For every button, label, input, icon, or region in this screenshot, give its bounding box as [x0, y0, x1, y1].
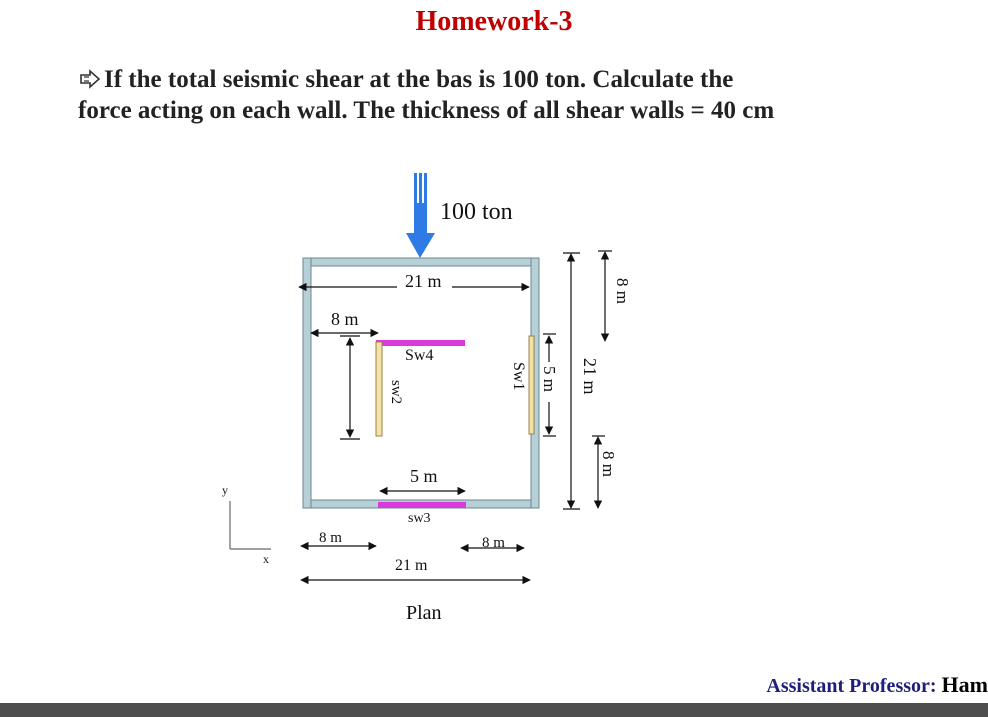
- page-title: Homework-3: [415, 6, 573, 37]
- shear-wall-sw1: [529, 336, 534, 434]
- bottom-bar: [0, 703, 988, 717]
- dim-sw1-length: 5 m: [540, 366, 559, 392]
- shear-wall-sw4: [376, 340, 465, 346]
- footer-name: Ham: [941, 672, 988, 697]
- shear-wall-sw3: [378, 502, 466, 508]
- load-arrow: [406, 173, 435, 258]
- footer-label: Assistant Professor:: [766, 675, 937, 697]
- dim-right-bottom: 8 m: [599, 451, 618, 477]
- load-label: 100 ton: [440, 199, 513, 225]
- dim-bottom-left: 8 m: [319, 530, 342, 546]
- axis-y-label: y: [222, 483, 228, 497]
- sw1-label: Sw1: [510, 362, 527, 391]
- sw3-label: sw3: [408, 511, 431, 526]
- dim-right-top: 8 m: [613, 278, 632, 304]
- question-line-2: force acting on each wall. The thickness of all shear walls = 40 cm: [78, 97, 775, 124]
- xy-axes-icon: [230, 501, 271, 549]
- dim-bottom-total: 21 m: [395, 557, 428, 574]
- footer-credit: [766, 672, 988, 698]
- question-line-1: If the total seismic shear at the bas is 100 ton. Calculate the: [104, 66, 734, 93]
- dim-height-total: 21 m: [580, 358, 600, 395]
- plan-caption: Plan: [406, 602, 442, 624]
- dim-sw3-length: 5 m: [410, 466, 438, 486]
- shear-wall-sw2: [376, 342, 382, 436]
- dim-left-offset: 8 m: [331, 309, 359, 329]
- dim-bottom-right: 8 m: [482, 535, 505, 551]
- axis-x-label: x: [263, 552, 269, 566]
- sw4-label: Sw4: [405, 347, 434, 364]
- sw2-label: sw2: [388, 380, 404, 405]
- dim-top-width: 21 m: [405, 271, 442, 291]
